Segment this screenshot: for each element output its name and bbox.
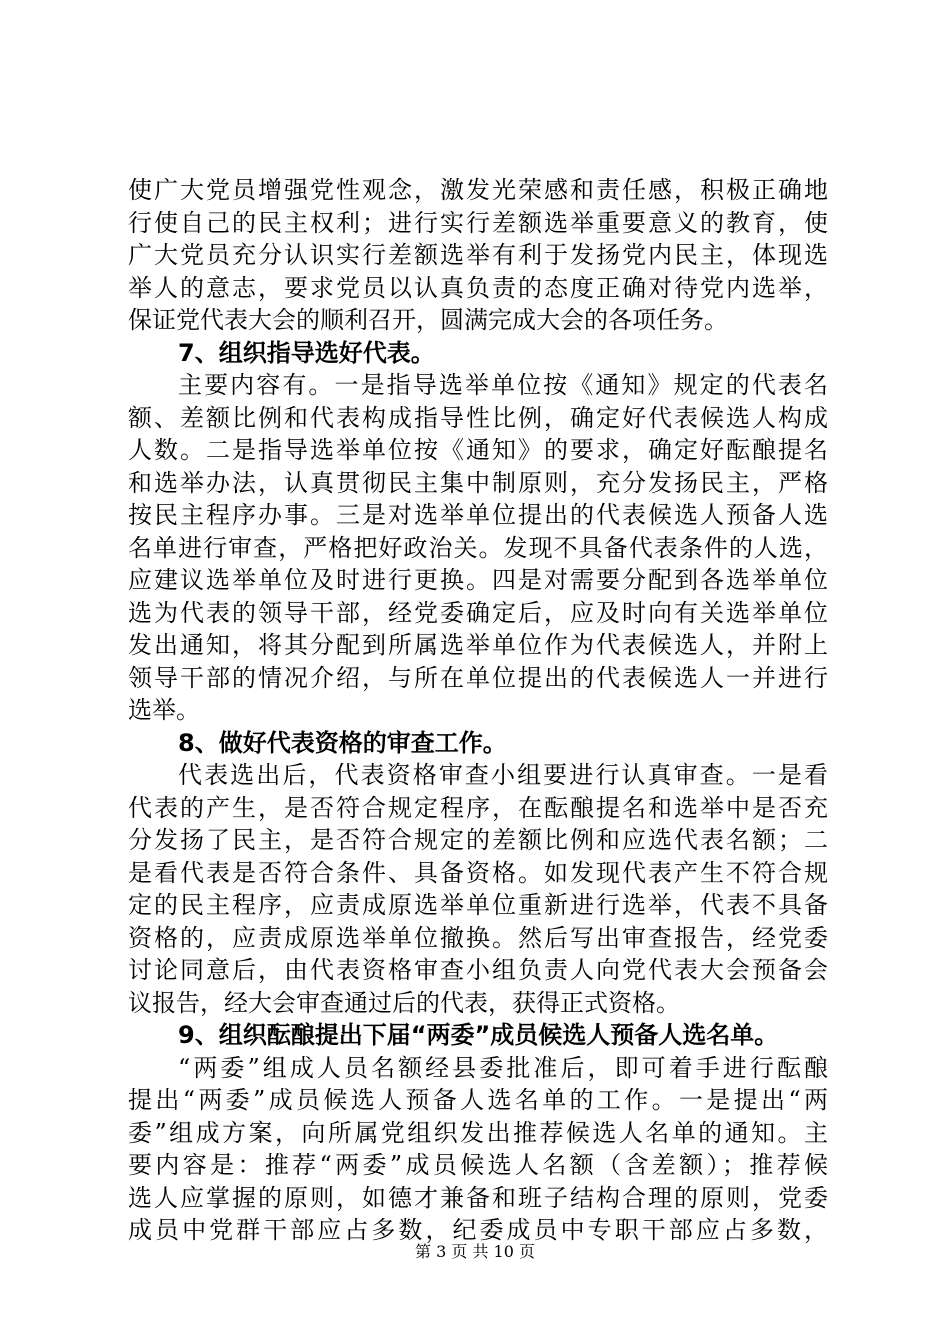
body-text-line: 主要内容有。一是指导选举单位按《通知》规定的代表名	[178, 371, 828, 399]
body-text-line: 使广大党员增强党性观念，激发光荣感和责任感，积极正确地	[128, 176, 828, 204]
body-text-line: 讨论同意后，由代表资格审查小组负责人向党代表大会预备会	[128, 956, 828, 984]
body-text-line: 委”组成方案，向所属党组织发出推荐候选人名单的通知。主	[128, 1118, 828, 1147]
body-text-line: 选人应掌握的原则，如德才兼备和班子结构合理的原则，党委	[128, 1183, 828, 1212]
section-heading: 9、组织酝酿提出下届“两委”成员候选人预备人选名单。	[178, 1021, 779, 1049]
body-text-line: 提出“两委”成员候选人预备人选名单的工作。一是提出“两	[128, 1086, 828, 1114]
body-text-line: 选为代表的领导干部，经党委确定后，应及时向有关选举单位	[128, 598, 828, 627]
body-text-line: “两委”组成人员名额经县委批准后，即可着手进行酝酿	[178, 1053, 828, 1082]
body-text-line: 资格的，应责成原选举单位撤换。然后写出审查报告，经党委	[128, 923, 828, 952]
body-text-line: 分发扬了民主，是否符合规定的差额比例和应选代表名额；二	[128, 826, 828, 854]
body-text-line: 和选举办法，认真贯彻民主集中制原则，充分发扬民主，严格	[128, 468, 828, 497]
body-text-line: 按民主程序办事。三是对选举单位提出的代表候选人预备人选	[128, 501, 828, 529]
section-heading: 7、组织指导选好代表。	[178, 338, 435, 367]
document-body	[128, 174, 828, 1247]
body-text-line: 要内容是：推荐“两委”成员候选人名额（含差额）；推荐候	[128, 1151, 828, 1179]
body-text-line: 议报告，经大会审查通过后的代表，获得正式资格。	[128, 988, 680, 1017]
body-text-line: 保证党代表大会的顺利召开，圆满完成大会的各项任务。	[128, 306, 728, 334]
body-text-line: 应建议选举单位及时进行更换。四是对需要分配到各选举单位	[128, 566, 828, 594]
body-text-line: 额、差额比例和代表构成指导性比例，确定好代表候选人构成	[128, 403, 828, 432]
body-text-line: 代表的产生，是否符合规定程序，在酝酿提名和选举中是否充	[128, 793, 828, 822]
body-text-line: 发出通知，将其分配到所属选举单位作为代表候选人，并附上	[128, 631, 828, 659]
body-text-line: 定的民主程序，应责成原选举单位重新进行选举，代表不具备	[128, 891, 828, 919]
body-text-line: 行使自己的民主权利；进行实行差额选举重要意义的教育，使	[128, 208, 828, 237]
body-text-line: 广大党员充分认识实行差额选举有利于发扬党内民主，体现选	[128, 241, 828, 269]
body-text-line: 选举。	[128, 696, 200, 724]
page-footer: 第 3 页 共 10 页	[415, 1242, 535, 1261]
body-text-line: 领导干部的情况介绍，与所在单位提出的代表候选人一并进行	[128, 663, 828, 692]
body-text-line: 是看代表是否符合条件、具备资格。如发现代表产生不符合规	[128, 858, 828, 887]
body-text-line: 代表选出后，代表资格审查小组要进行认真审查。一是看	[178, 761, 828, 789]
body-text-line: 名单进行审查，严格把好政治关。发现不具备代表条件的人选，	[128, 533, 828, 562]
body-text-line: 人数。二是指导选举单位按《通知》的要求，确定好酝酿提名	[128, 436, 828, 464]
body-text-line: 成员中党群干部应占多数，纪委成员中专职干部应占多数，	[128, 1216, 828, 1244]
body-text-line: 举人的意志，要求党员以认真负责的态度正确对待党内选举，	[128, 273, 828, 302]
section-heading: 8、做好代表资格的审查工作。	[178, 728, 507, 757]
